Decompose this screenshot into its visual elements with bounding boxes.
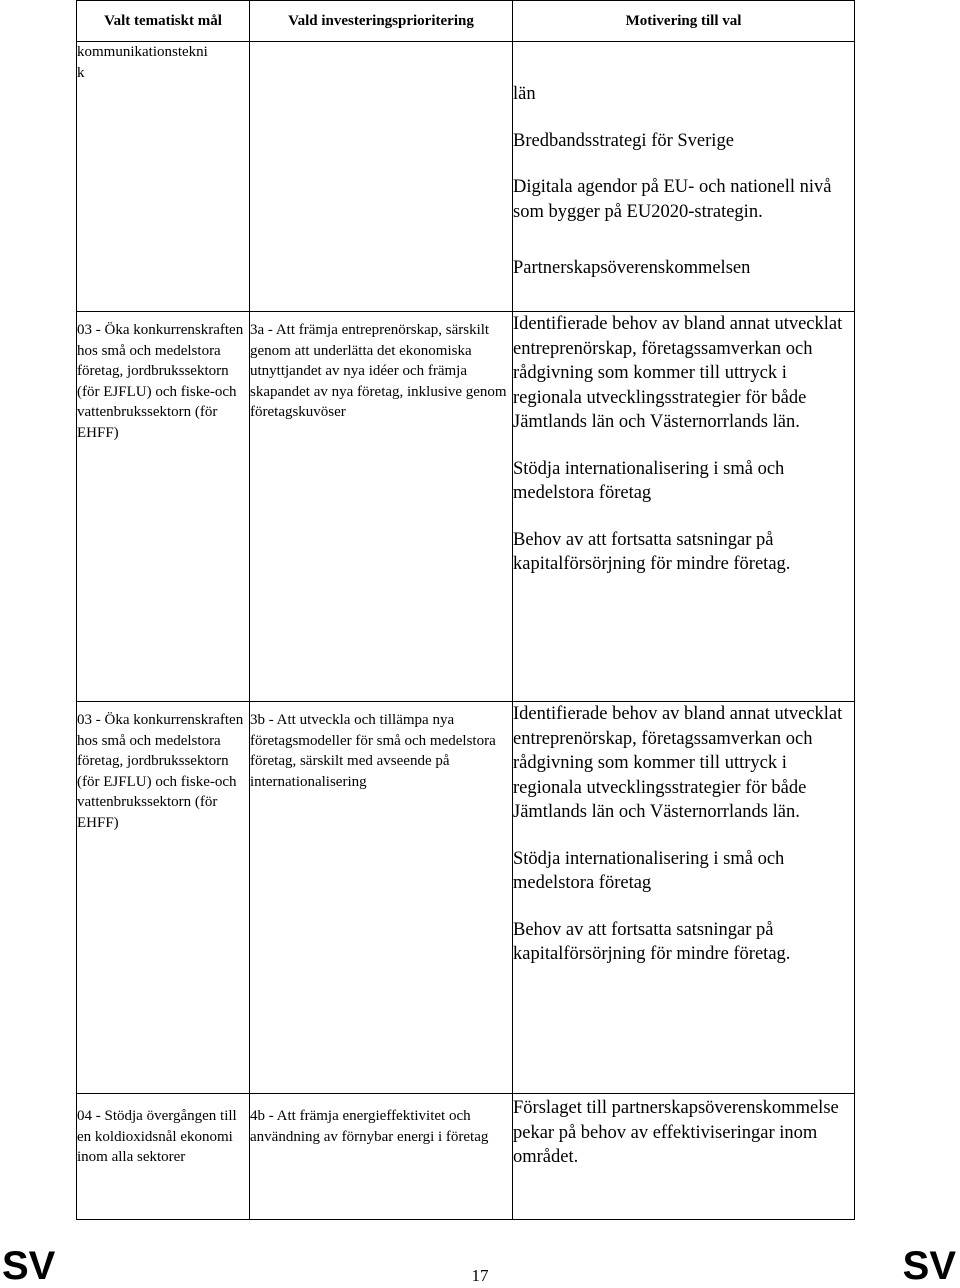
justification-cell <box>513 312 855 702</box>
justification-paragraph: Identifierade behov av bland annat utvecklat entreprenörskap, företagssamverkan och rådgivning som kommer till uttryck i regionala utvecklingsstrategier för både Jämtlands län och Västernorrlands län. <box>513 704 843 822</box>
table-row <box>77 702 855 1094</box>
table-row <box>77 312 855 702</box>
justification-paragraph: Partnerskapsöverenskommelsen <box>513 258 751 278</box>
table-row <box>77 42 855 312</box>
priorities-table <box>76 0 855 1220</box>
objective-text: 03 - Öka konkurrenskraften hos små och medelstora företag, jordbrukssektorn (för EJFLU) och fiske-och vattenbrukssektorn (för EHFF) <box>77 322 244 441</box>
objective-cell <box>77 1094 250 1220</box>
justification-paragraph: Förslaget till partnerskapsöverenskommelse pekar på behov av effektiviseringar inom området. <box>513 1098 839 1167</box>
footer-language-left: SV <box>2 1244 56 1288</box>
objective-text: 03 - Öka konkurrenskraften hos små och medelstora företag, jordbrukssektorn (för EJFLU) och fiske-och vattenbrukssektorn (för EHFF) <box>77 712 244 831</box>
header-row <box>77 1 855 42</box>
justification-paragraph: Stödja internationalisering i små och medelstora företag <box>513 458 785 503</box>
table-row <box>77 1094 855 1220</box>
priority-text: 3b - Att utveckla och tillämpa nya företagsmodeller för små och medelstora företag, särskilt med avseende på internationalisering <box>250 712 496 790</box>
priority-cell <box>250 702 513 1094</box>
priority-text: 4b - Att främja energieffektivitet och användning av förnybar energi i företag <box>250 1108 489 1145</box>
justification-paragraph: Stödja internationalisering i små och medelstora företag <box>513 848 785 893</box>
justification-cell <box>513 42 855 312</box>
objective-text: 04 - Stödja övergången till en koldioxidsnål ekonomi inom alla sektorer <box>77 1108 237 1165</box>
objective-cell <box>77 702 250 1094</box>
objective-cell <box>77 312 250 702</box>
justification-paragraph: Bredbandsstrategi för Sverige <box>513 130 734 151</box>
header-priority: Vald investeringsprioritering <box>250 1 513 42</box>
objective-cell <box>77 42 250 312</box>
priority-cell <box>250 42 513 312</box>
justification-cell <box>513 702 855 1094</box>
justification-cell <box>513 1094 855 1220</box>
priority-cell <box>250 312 513 702</box>
priority-cell <box>250 1094 513 1220</box>
justification-paragraph: Behov av att fortsatta satsningar på kapitalförsörjning för mindre företag. <box>513 529 791 574</box>
header-objective: Valt tematiskt mål <box>77 1 250 42</box>
justification-paragraph: Behov av att fortsatta satsningar på kapitalförsörjning för mindre företag. <box>513 919 791 964</box>
header-justification: Motivering till val <box>513 1 855 42</box>
footer-language-right: SV <box>902 1244 956 1288</box>
page-number: 17 <box>471 1266 489 1285</box>
justification-paragraph: Digitala agendor på EU- och nationell nivå som bygger på EU2020-strategin. <box>513 177 832 222</box>
justification-paragraph: län <box>513 84 536 104</box>
priority-text: 3a - Att främja entreprenörskap, särskilt genom att underlätta det ekonomiska utnyttjandet av nya idéer och främja skapandet av nya företag, inklusive genom företagskuvöser <box>250 322 507 420</box>
objective-text: kommunikationstekni k <box>77 44 208 81</box>
justification-paragraph: Identifierade behov av bland annat utvecklat entreprenörskap, företagssamverkan och rådgivning som kommer till uttryck i regionala utvecklingsstrategier för både Jämtlands län och Västernorrlands län. <box>513 314 843 432</box>
